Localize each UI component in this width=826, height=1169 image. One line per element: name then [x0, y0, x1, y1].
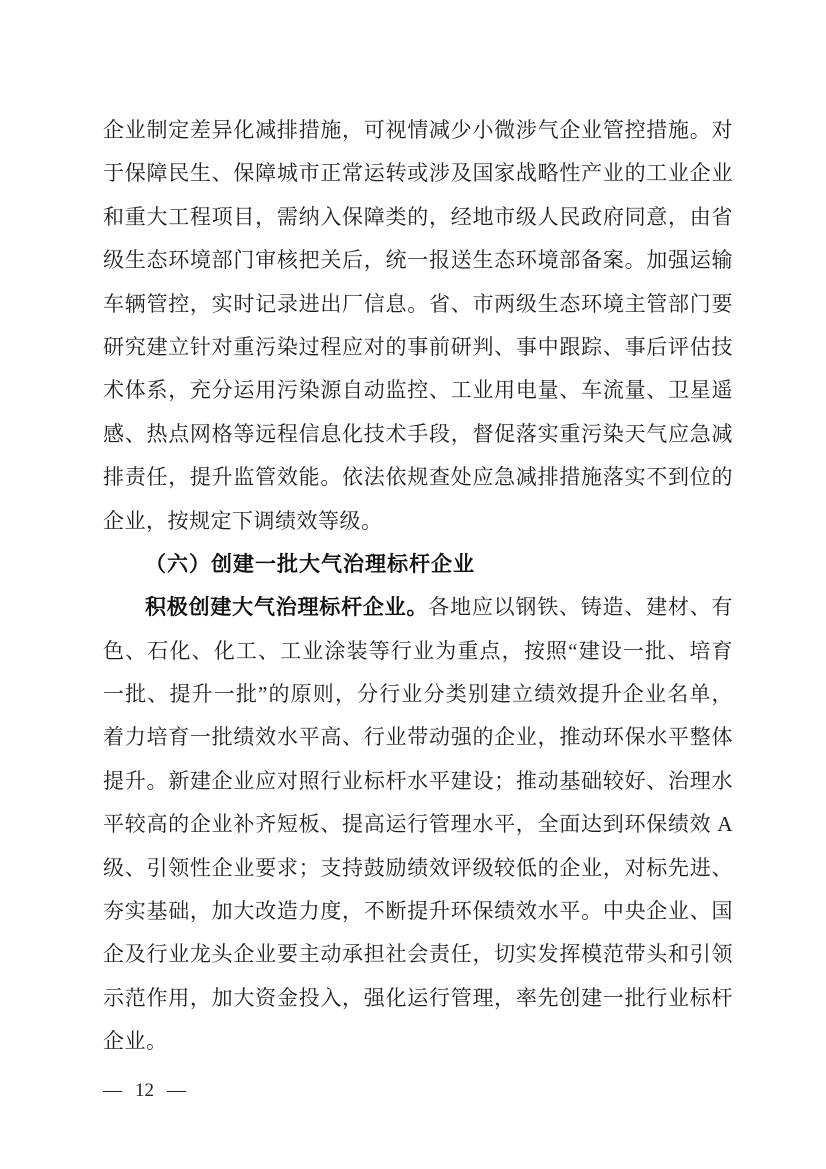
- section-heading: （六）创建一批大气治理标杆企业: [145, 551, 475, 576]
- text-line: 企业，按规定下调绩效等级。: [103, 508, 383, 533]
- footer-dash-right: —: [167, 1080, 186, 1101]
- text-line: 于保障民生、保障城市正常运转或涉及国家战略性产业的工业企业: [103, 161, 733, 186]
- page-number: 12: [135, 1080, 154, 1101]
- footer-dash-left: —: [103, 1080, 122, 1101]
- text-line: 示范作用，加大资金投入，强化运行管理，率先创建一批行业标杆: [103, 985, 733, 1010]
- text-line: 排责任，提升监管效能。依法依规查处应急减排措施落实不到位的: [103, 465, 733, 490]
- text-line: 级生态环境部门审核把关后，统一报送生态环境部备案。加强运输: [103, 248, 733, 273]
- text-line: 平较高的企业补齐短板、提高运行管理水平，全面达到环保绩效 A: [103, 812, 733, 837]
- text-line: 企业制定差异化减排措施，可视情减少小微涉气企业管控措施。对: [103, 118, 733, 142]
- text-line: 和重大工程项目，需纳入保障类的，经地市级人民政府同意，由省: [103, 204, 733, 229]
- text-line: 研究建立针对重污染过程应对的事前研判、事中跟踪、事后评估技: [103, 334, 733, 359]
- paragraph-lead-rest: 各地应以钢铁、铸造、建材、有: [428, 595, 733, 620]
- text-line: 色、石化、化工、工业涂装等行业为重点，按照“建设一批、培育: [103, 638, 733, 663]
- text-line: 一批、提升一批”的原则，分行业分类别建立绩效提升企业名单，: [103, 682, 733, 707]
- page-footer: [103, 1078, 186, 1104]
- text-line: 感、热点网格等远程信息化技术手段，督促落实重污染天气应急减: [103, 421, 733, 446]
- text-line: 企业。: [103, 1029, 168, 1054]
- text-line: 夯实基础，加大改造力度，不断提升环保绩效水平。中央企业、国: [103, 899, 733, 924]
- text-line: 企及行业龙头企业要主动承担社会责任，切实发挥模范带头和引领: [103, 942, 733, 967]
- text-line: 提升。新建企业应对照行业标杆水平建设；推动基础较好、治理水: [103, 768, 733, 793]
- paragraph-2: [103, 586, 733, 1063]
- text-line: [103, 586, 733, 629]
- text-line: 车辆管控，实时记录进出厂信息。省、市两级生态环境主管部门要: [103, 291, 733, 316]
- paragraph-bold-lead: 积极创建大气治理标杆企业。: [145, 595, 429, 620]
- text-line: 着力培育一批绩效水平高、行业带动强的企业，推动环保水平整体: [103, 725, 733, 750]
- paragraph-1: [103, 109, 733, 543]
- text-line: 级、引领性企业要求；支持鼓励绩效评级较低的企业，对标先进、: [103, 855, 733, 880]
- text-line: 术体系，充分运用污染源自动监控、工业用电量、车流量、卫星遥: [103, 378, 733, 403]
